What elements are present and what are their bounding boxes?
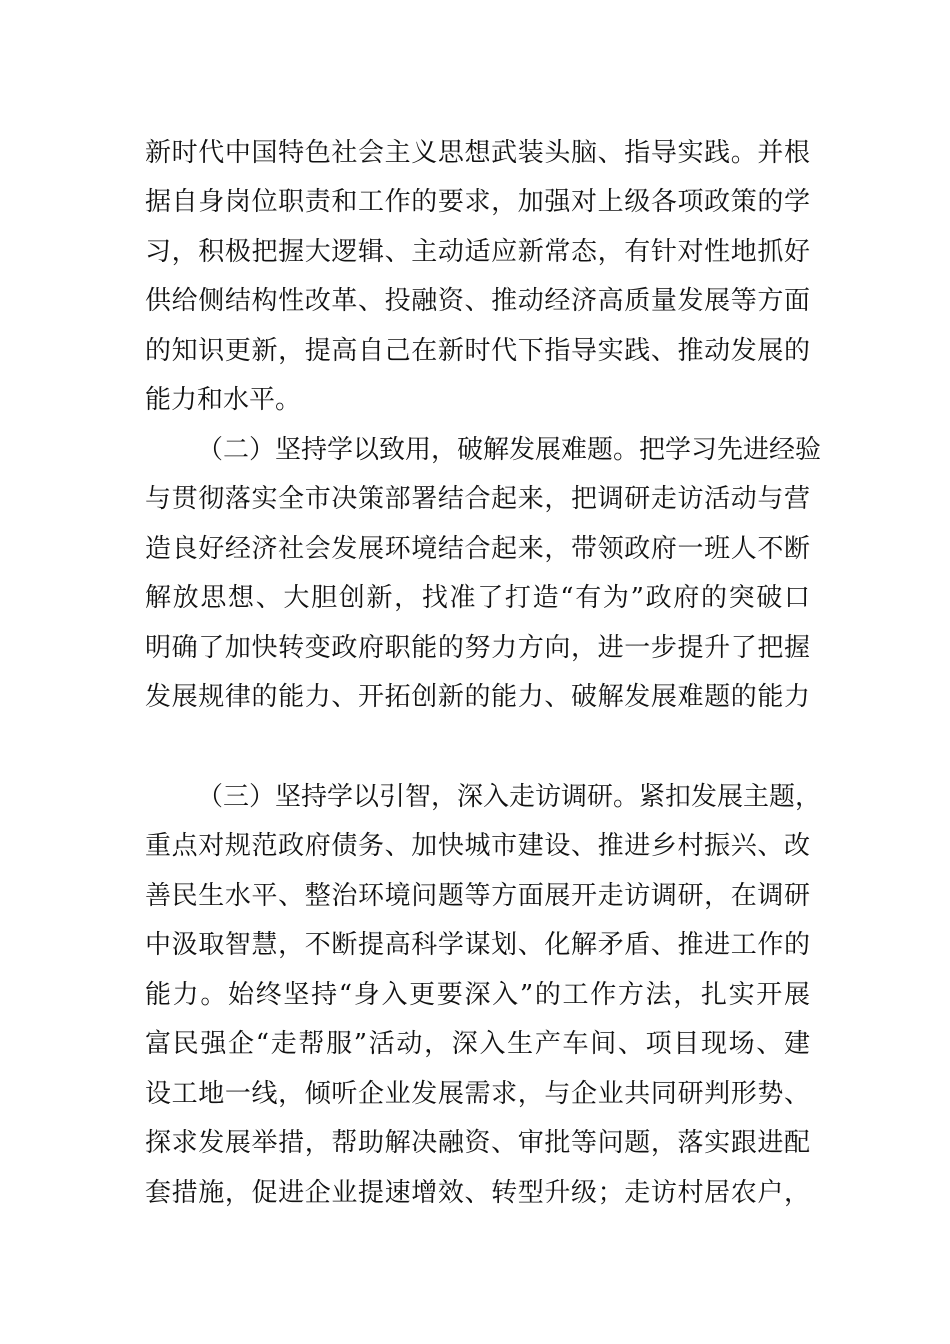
text-line: 明确了加快转变政府职能的努力方向，进一步提升了把握: [145, 633, 810, 663]
text-line: 能力。始终坚持“身入更要深入”的工作方法，扎实开展: [145, 980, 810, 1010]
text-line: 与贯彻落实全市决策部署结合起来，把调研走访活动与营: [145, 484, 810, 514]
text-line: 习，积极把握大逻辑、主动适应新常态，有针对性地抓好: [145, 237, 810, 267]
text-line: 中汲取智慧，不断提高科学谋划、化解矛盾、推进工作的: [145, 930, 810, 960]
paragraph-heading-line: （三）坚持学以引智，深入走访调研。紧扣发展主题，: [197, 782, 822, 812]
paragraph-heading-line: （二）坚持学以致用，破解发展难题。把学习先进经验: [197, 435, 822, 465]
text-line: 新时代中国特色社会主义思想武装头脑、指导实践。并根: [145, 138, 810, 168]
text-line: 的知识更新，提高自己在新时代下指导实践、推动发展的: [145, 336, 810, 366]
text-line: 发展规律的能力、开拓创新的能力、破解发展难题的能力: [145, 682, 810, 712]
text-line: 探求发展举措，帮助解决融资、审批等问题，落实跟进配: [145, 1128, 810, 1158]
text-line: 供给侧结构性改革、投融资、推动经济高质量发展等方面: [145, 286, 810, 316]
text-line: 富民强企“走帮服”活动，深入生产车间、项目现场、建: [145, 1029, 810, 1059]
text-line: 套措施，促进企业提速增效、转型升级；走访村居农户，: [145, 1178, 810, 1208]
text-line: 设工地一线，倾听企业发展需求，与企业共同研判形势、: [145, 1079, 810, 1109]
text-line: 善民生水平、整治环境问题等方面展开走访调研，在调研: [145, 881, 810, 911]
text-line: 重点对规范政府债务、加快城市建设、推进乡村振兴、改: [145, 831, 810, 861]
text-line: 据自身岗位职责和工作的要求，加强对上级各项政策的学: [145, 187, 810, 217]
text-line: 造良好经济社会发展环境结合起来，带领政府一班人不断: [145, 534, 810, 564]
text-line: 能力和水平。: [145, 385, 302, 415]
text-line: 解放思想、大胆创新，找准了打造“有为”政府的突破口: [145, 583, 810, 613]
